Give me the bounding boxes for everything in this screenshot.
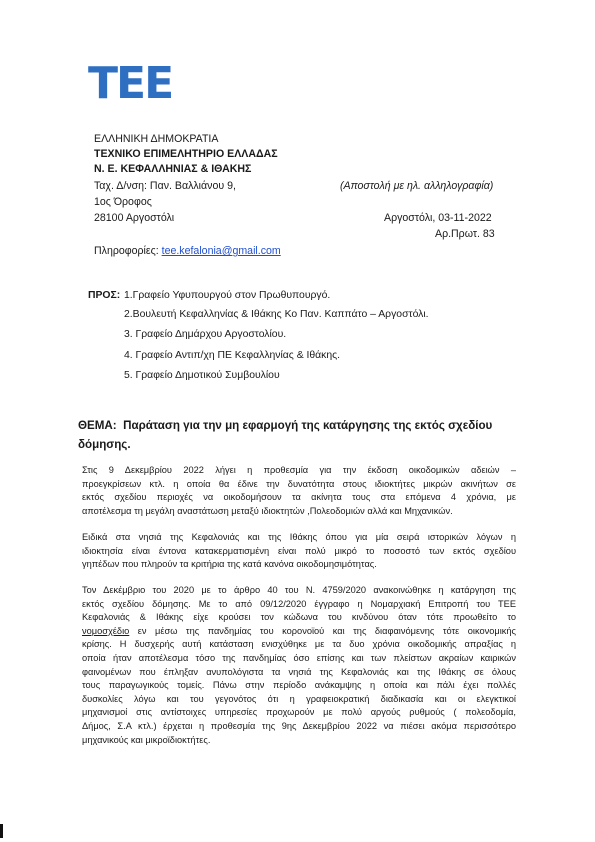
paragraph-line: Τον Δεκέμβριο του 2020 με το άρθρο 40 του Ν. 4759/2020 ανακοινώθηκε η κατάργηση της: [82, 585, 516, 595]
scan-edge-mark: [0, 824, 3, 838]
recipient-4: 4. Γραφείο Αντιπ/χη ΠΕ Κεφαλληνίας & Ιθάκης.: [124, 350, 341, 361]
paragraph-line: γηπέδων που πληρούν τα κριτήρια της κατά κανόνα οικοδομησιμότητας.: [82, 559, 377, 570]
recipient-2: 2.Βουλευτή Κεφαλληνίας & Ιθάκης Κο Παν. Καππάτο – Αργοστόλι.: [124, 309, 429, 320]
paragraph-line: τους παραγωγικούς τομείς. Πάνω στην περίοδο ανάκαμψης η οποία και πάλι έχει πολλές: [82, 680, 516, 691]
header-republic: ΕΛΛΗΝΙΚΗ ΔΗΜΟΚΡΑΤΙΑ: [94, 133, 219, 145]
paragraph-line: Ειδικά στα νησιά της Κεφαλονιάς και της Ιθάκης όπου για μία σειρά ιστορικών λόγων η: [82, 532, 516, 542]
recipient-3: 3. Γραφείο Δημάρχου Αργοστολίου.: [124, 329, 287, 340]
tee-logo: ТЕΕ: [88, 58, 173, 109]
paragraph-line: εκτός σχεδίου περιοχές να οικοδομήσουν τα ακίνητα τους στα επόμενα 4 χρόνια, με: [82, 492, 516, 503]
info-label: Πληροφορίες:: [94, 245, 159, 257]
header-organization: ΤΕΧΝΙΚΟ ΕΠΙΜΕΛΗΤΗΡΙΟ ΕΛΛΑΔΑΣ: [94, 148, 278, 160]
paragraph-line: κρίσης. Η δυσχερής αυτή κατάσταση ενισχύθηκε με τα δυο χρόνια οικοδομικής απραξίας η: [82, 639, 516, 650]
paragraph-2: [82, 531, 516, 572]
recipients-label: ΠΡΟΣ:: [88, 290, 121, 301]
bill-link-text: νομοσχέδιο: [82, 625, 130, 636]
letter-date: Αργοστόλι, 03-11-2022: [384, 212, 492, 224]
header-address-street: Ταχ. Δ/νση: Παν. Βαλλιάνου 9,: [94, 180, 236, 192]
subject-line-1: Παράταση για την μη εφαρμογή της κατάργησης της εκτός σχεδίου: [123, 419, 493, 432]
subject-label: ΘΕΜΑ:: [78, 419, 117, 432]
paragraph-line: Στις 9 Δεκεμβρίου 2022 λήγει η προθεσμία για την έκδοση οικοδομικών αδειών –: [82, 465, 516, 475]
subject-line-2: δόμησης.: [78, 438, 131, 451]
paragraph-line: προεγκρίσεων κτλ. η οποία θα έδινε την δυνατότητα στους ιδιοκτήτες μικρών ακινήτων σε: [82, 478, 516, 489]
info-email-link[interactable]: tee.kefalonia@gmail.com: [161, 245, 281, 257]
paragraph-1: [82, 464, 516, 518]
paragraph-line: μηχανισμοί στις αντίστοιχες υπηρεσίες προχωρούν με πολύ αργούς ρυθμούς ( πολεοδομία,: [82, 707, 516, 718]
paragraph-line: μηχανικούς και μικροϊδιοκτήτες.: [82, 734, 211, 745]
subject-block: [78, 416, 518, 454]
header-address-city: 28100 Αργοστόλι: [94, 212, 175, 224]
paragraph-line: οποία ήταν αποτέλεσμα τόσο της πανδημίας όσο επίσης και των πλείστων ακραίων καιρικών: [82, 652, 516, 663]
header-branch: Ν. Ε. ΚΕΦΑΛΛΗΝΙΑΣ & ΙΘΑΚΗΣ: [94, 163, 252, 175]
info-line: [94, 245, 281, 258]
paragraph-line-rest: εν μέσω της πανδημίας του κορονοϊού και της διαφαινόμενης τότε οικονομικής: [129, 625, 516, 636]
paragraph-line: Δήμος, Σ.Α κτλ.) έρχεται η προθεσμία της 9ης Δεκεμβρίου 2022 να πιέσει ακόμα περισσότερο: [82, 720, 516, 731]
paragraph-line: ιδιοκτησία είναι έντονα κατακερματισμένη είναι πολύ μικρό το ποσοστό των εκτός σχεδίου: [82, 545, 516, 556]
header-address-floor: 1ος Όροφος: [94, 196, 152, 208]
paragraph-line: αποτέλεσμα τη μεγάλη αναστάτωση μεταξύ ιδιοκτητών ,Πολεοδομιών αλλά και Μηχανικών.: [82, 505, 453, 516]
recipient-1: 1.Γραφείο Υφυπουργού στον Πρωθυπουργό.: [124, 290, 331, 301]
paragraph-line: [82, 625, 516, 639]
paragraph-line: Κεφαλονιάς & Ιθάκης είχε κρούσει τον κώδωνα του κινδύνου όταν τότε προωθείτο το: [82, 612, 516, 623]
paragraph-line: εκτός σχεδίου δόμησης. Με το από 09/12/2020 έγγραφο η Νομαρχιακή Επιτροπή του ΤΕΕ: [82, 598, 516, 609]
recipient-5: 5. Γραφείο Δημοτικού Συμβουλίου: [124, 370, 280, 381]
delivery-note: (Αποστολή με ηλ. αλληλογραφία): [340, 180, 494, 192]
paragraph-3: [82, 584, 516, 747]
paragraph-line: δυσκολίες λόγω και του γεγονότος ότι η γραφειοκρατική διαδικασία και οι ελεγκτικοί: [82, 693, 516, 704]
paragraph-line: φαινομένων που έπληξαν ανυπολόγιστα τα νησιά της Κεφαλονιάς και της Ιθάκης σε όλους: [82, 666, 516, 677]
protocol-number: Αρ.Πρωτ. 83: [435, 228, 495, 240]
